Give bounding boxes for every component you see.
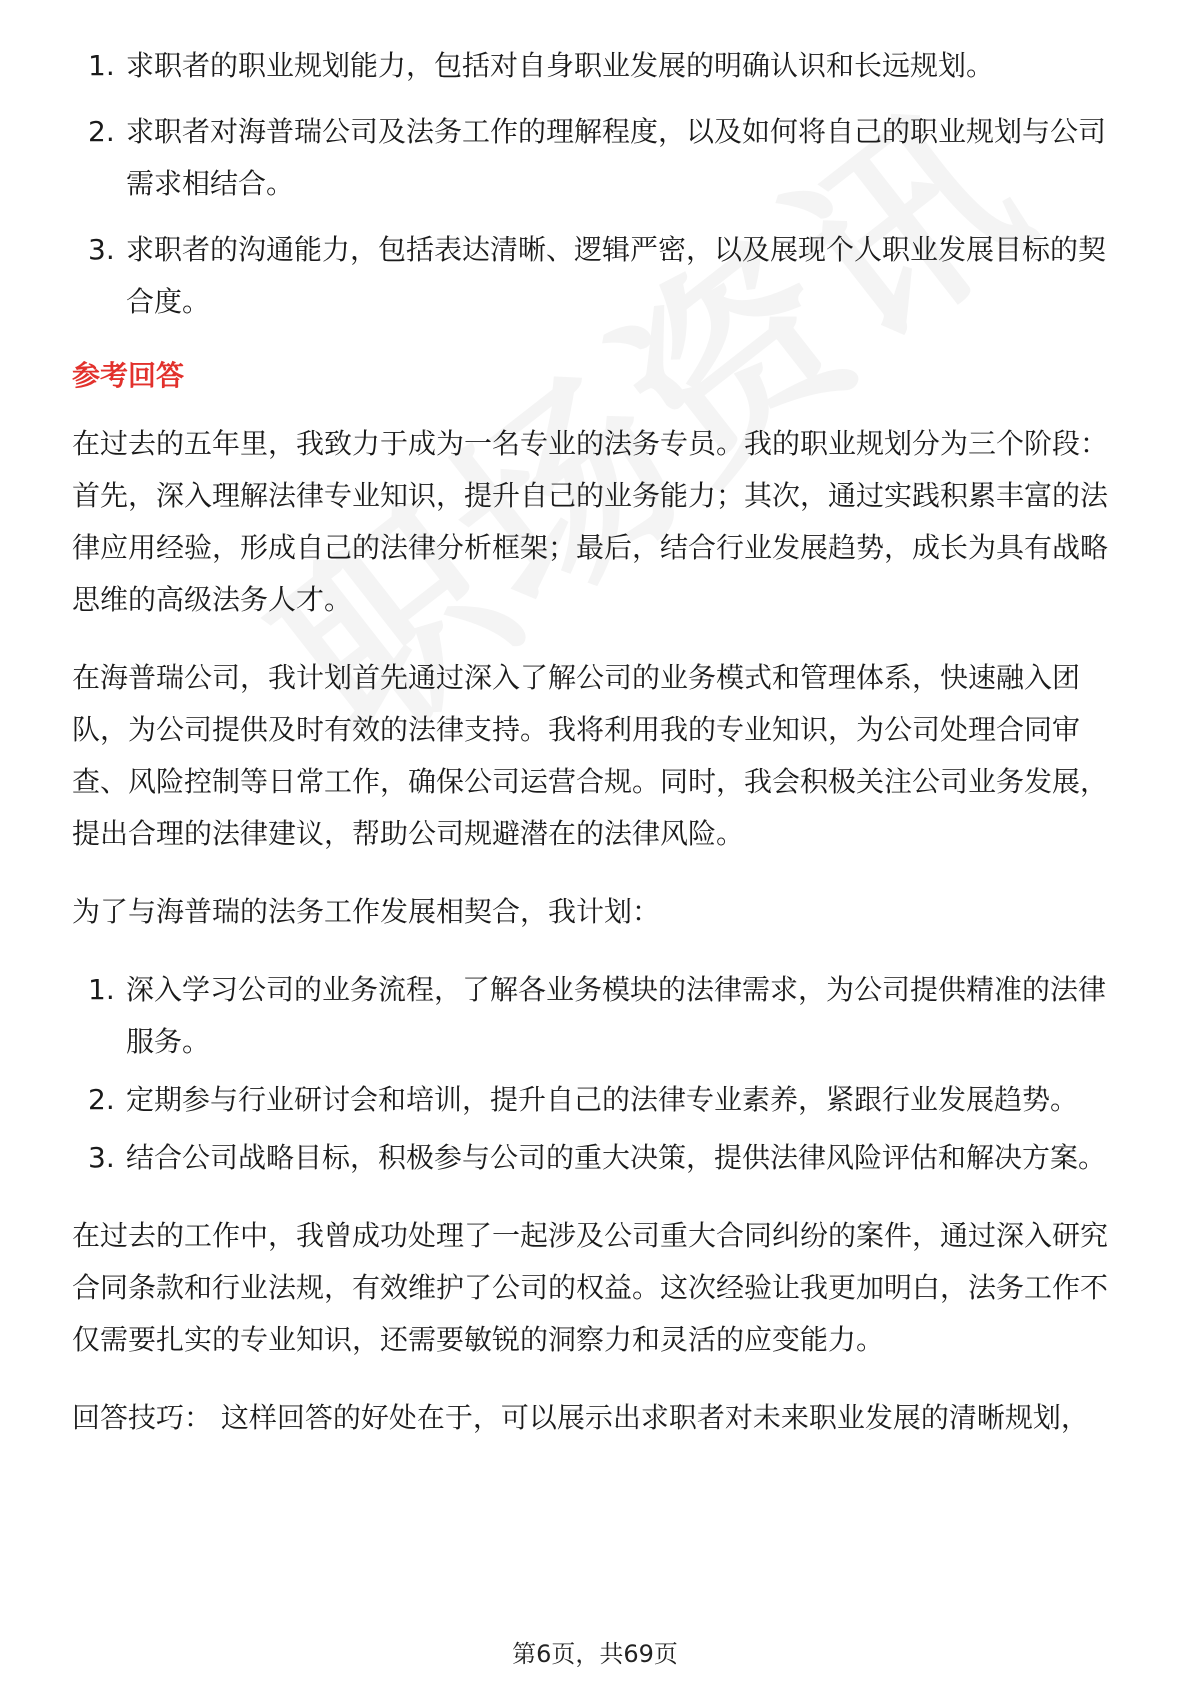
criteria-list	[72, 40, 1122, 328]
paragraph: 为了与海普瑞的法务工作发展相契合，我计划：	[72, 895, 661, 928]
plan-list	[72, 964, 1122, 1184]
list-item	[72, 1132, 1122, 1184]
tips-paragraph: 回答技巧： 这样回答的好处在于，可以展示出求职者对未来职业发展的清晰规划，	[72, 1401, 1089, 1434]
list-item-text: 求职者的沟通能力，包括表达清晰、逻辑严密，以及展现个人职业发展目标的契合度。	[126, 233, 1107, 318]
list-item	[72, 106, 1122, 210]
list-item-text: 求职者对海普瑞公司及法务工作的理解程度，以及如何将自己的职业规划与公司需求相结合。	[126, 115, 1107, 200]
list-number: 3.	[88, 1141, 115, 1174]
paragraph: 在海普瑞公司，我计划首先通过深入了解公司的业务模式和管理体系，快速融入团队，为公司提供及时有效的法律支持。我将利用我的专业知识，为公司处理合同审查、风险控制等日常工作，确保公司运营合规。同时，我会积极关注公司业务发展，提出合理的法律建议，帮助公司规避潜在的法律风险。	[72, 661, 1109, 850]
list-item	[72, 964, 1122, 1068]
page-content	[72, 40, 1122, 1444]
paragraph: 在过去的五年里，我致力于成为一名专业的法务专员。我的职业规划分为三个阶段：首先，深入理解法律专业知识，提升自己的业务能力；其次，通过实践积累丰富的法律应用经验，形成自己的法律分析框架；最后，结合行业发展趋势，成长为具有战略思维的高级法务人才。	[72, 427, 1109, 616]
list-item-text: 定期参与行业研讨会和培训，提升自己的法律专业素养，紧跟行业发展趋势。	[126, 1083, 1079, 1116]
list-number: 3.	[88, 233, 115, 266]
list-item-text: 结合公司战略目标，积极参与公司的重大决策，提供法律风险评估和解决方案。	[126, 1141, 1107, 1174]
list-item-text: 求职者的职业规划能力，包括对自身职业发展的明确认识和长远规划。	[126, 49, 995, 82]
list-item-text: 深入学习公司的业务流程，了解各业务模块的法律需求，为公司提供精准的法律服务。	[126, 973, 1107, 1058]
list-number: 1.	[88, 973, 115, 1006]
list-item	[72, 224, 1122, 328]
list-number: 2.	[88, 1083, 115, 1116]
list-number: 2.	[88, 115, 115, 148]
section-heading: 参考回答	[72, 359, 185, 392]
list-item	[72, 1074, 1122, 1126]
list-number: 1.	[88, 49, 115, 82]
paragraph: 在过去的工作中，我曾成功处理了一起涉及公司重大合同纠纷的案件，通过深入研究合同条款和行业法规，有效维护了公司的权益。这次经验让我更加明白，法务工作不仅需要扎实的专业知识，还需要敏锐的洞察力和灵活的应变能力。	[72, 1219, 1109, 1356]
page-footer: 第6页，共69页	[512, 1640, 678, 1668]
list-item	[72, 40, 1122, 92]
